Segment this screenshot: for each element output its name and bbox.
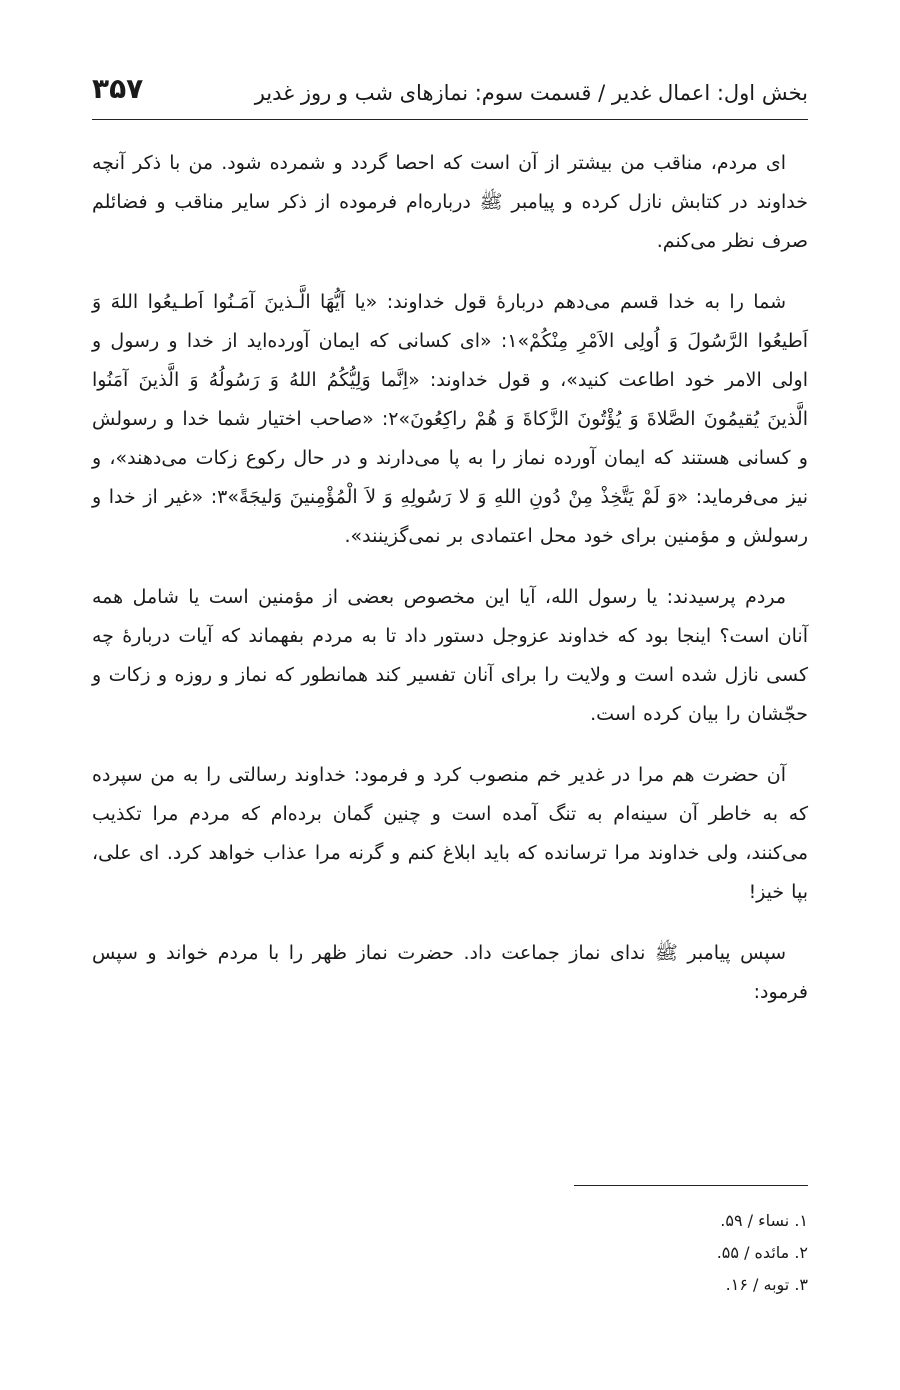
paragraph: سپس پیامبر ﷺ ندای نماز جماعت داد. حضرت نماز ظهر را با مردم خواند و سپس فرمود: — [92, 942, 808, 1003]
footnotes — [92, 1205, 808, 1301]
footnote-rule — [574, 1185, 808, 1186]
body-text — [92, 144, 808, 1034]
paragraph: شما را به خدا قسم می‌دهم دربارهٔ قول خداوند: «یا اَیُّهَا الَّـذینَ آمَـنُوا اَطـیعُوا اللهَ وَ اَطیعُوا الرَّسُولَ وَ اُولِی الاَمْرِ مِنْکُمْ»۱: «ای کسانی که ایمان آورده‌اید از خدا و رسول و اولی الامر خود اطاعت کنید»، و قول خداوند: «اِنَّما وَلِیُّکُمُ اللهُ وَ رَسُولُهُ وَ الَّذینَ آمَنُوا الَّذینَ یُقیمُونَ الصَّلاةَ وَ یُؤْتُونَ الزَّکاةَ وَ هُمْ راکِعُونَ»۲: «صاحب اختیار شما خدا و رسولش و کسانی هستند که ایمان آورده نماز را به پا می‌دارند و در حال رکوع زکات می‌دهند»، و نیز می‌فرماید: «وَ لَمْ یَتَّخِذْ مِنْ دُونِ اللهِ وَ لا رَسُولِهِ وَ لاَ الْمُؤْمِنینَ وَلیجَةً»۳: «غیر از خدا و رسولش و مؤمنین برای خود محل اعتمادی بر نمی‌گزینند». — [92, 291, 808, 547]
header-rule — [92, 119, 808, 120]
page-header — [92, 72, 808, 118]
page-number: ۳۵۷ — [92, 72, 144, 105]
footnote: ۱. نساء / ۵۹. — [720, 1211, 808, 1230]
footnote: ۳. توبه / ۱۶. — [725, 1275, 808, 1294]
running-title: بخش اول: اعمال غدیر / قسمت سوم: نمازهای شب و روز غدیر — [254, 81, 808, 105]
footnote: ۲. مائده / ۵۵. — [716, 1243, 808, 1262]
paragraph: آن حضرت هم مرا در غدیر خم منصوب کرد و فرمود: خداوند رسالتی را به من سپرده که به خاطر آن سینه‌ام به تنگ آمده است و چنین گمان برده‌ام که مردم مرا تکذیب می‌کنند، ولی خداوند مرا ترسانده که باید ابلاغ کنم و گرنه مرا عذاب خواهد کرد. ای علی، بپا خیز! — [92, 764, 808, 903]
paragraph: مردم پرسیدند: یا رسول الله، آیا این مخصوص بعضی از مؤمنین است یا شامل همه آنان است؟ اینجا بود که خداوند عزوجل دستور داد تا به مردم بفهماند که آیات دربارهٔ چه کسی نازل شده است و ولایت را برای آنان تفسیر کند همانطور که نماز و روزه و زکات و حجّشان را بیان کرده است. — [92, 586, 808, 725]
paragraph: ای مردم، مناقب من بیشتر از آن است که احصا گردد و شمرده شود. من با ذکر آنچه خداوند در کتابش نازل کرده و پیامبر ﷺ درباره‌ام فرموده از ذکر سایر مناقب و فضائلم صرف نظر می‌کنم. — [92, 152, 808, 252]
